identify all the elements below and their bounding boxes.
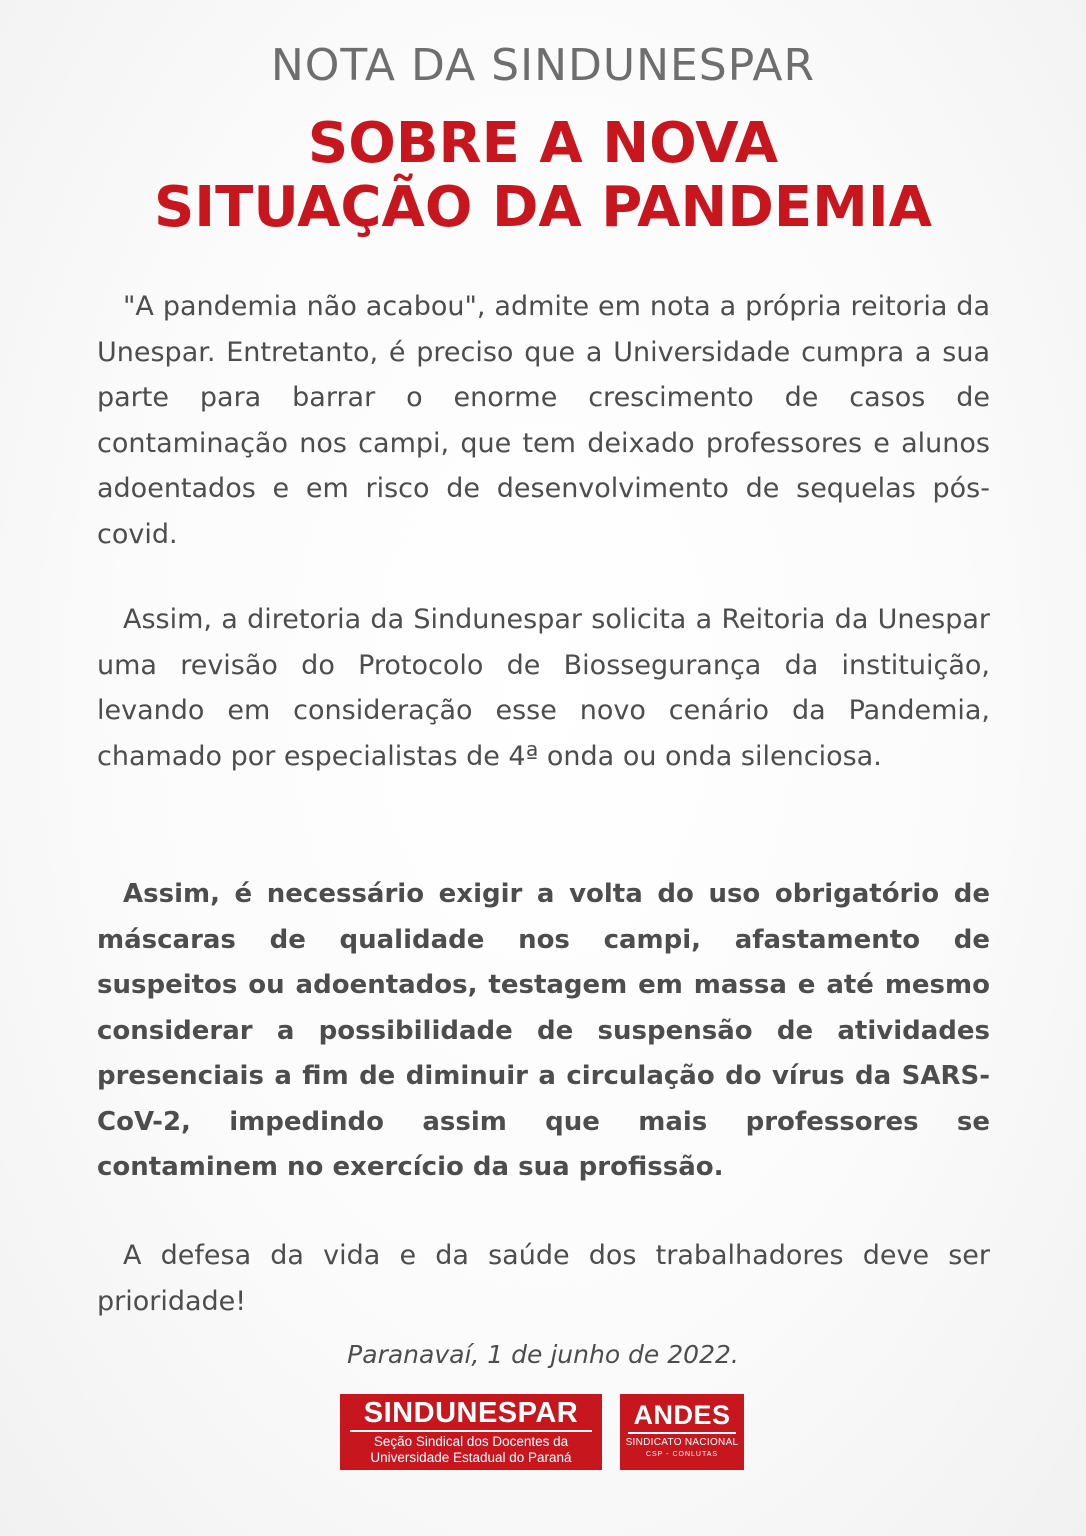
sindunespar-logo <box>340 1394 602 1470</box>
paragraph-4: A defesa da vida e da saúde dos trabalhadores deve ser prioridade! <box>97 1240 990 1317</box>
andes-logo <box>620 1394 744 1470</box>
note-headline <box>0 112 1086 240</box>
andes-logo-subtitle: SINDICATO NACIONAL <box>625 1437 739 1448</box>
paragraph-3-demands: Assim, é necessário exigir a volta do uso obrigatório de máscaras de qualidade nos campi, afastamento de suspeitos ou adoentados, testagem em massa e até mesmo considerar a possibilidade de suspensão de atividades presenciais a fim de diminuir a circulação do vírus da SARS-CoV-2, impedindo assim que mais professores se contaminem no exercício da sua profissão. <box>97 879 990 1182</box>
andes-logo-divider <box>628 1432 736 1434</box>
paragraph-1: "A pandemia não acabou", admite em nota a própria reitoria da Unespar. Entretanto, é preciso que a Universidade cumpra a sua parte para barrar o enorme crescimento de casos de contaminação nos campi, que tem deixado professores e alunos adoentados e em risco de desenvolvimento de sequelas pós-covid. <box>97 291 990 550</box>
andes-logo-affiliation: CSP - CONLUTAS <box>645 1451 719 1458</box>
headline-line-1: SOBRE A NOVA <box>307 111 779 176</box>
sindunespar-logo-name: SINDUNESPAR <box>363 1397 579 1429</box>
paragraph-2: Assim, a diretoria da Sindunespar solicita a Reitoria da Unespar uma revisão do Protocolo de Biossegurança da instituição, levando em consideração esse novo cenário da Pandemia, chamado por especialistas de 4ª onda ou onda silenciosa. <box>97 604 990 772</box>
sindunespar-logo-subtitle-2: Universidade Estadual do Paraná <box>370 1450 572 1465</box>
andes-logo-name: ANDES <box>633 1400 731 1430</box>
sindunespar-logo-divider <box>350 1430 592 1432</box>
headline-line-2: SITUAÇÃO DA PANDEMIA <box>153 175 933 240</box>
dateline: Paranavaí, 1 de junho de 2022. <box>347 1340 739 1369</box>
sindunespar-logo-subtitle-1: Seção Sindical dos Docentes da <box>373 1434 569 1449</box>
note-kicker: NOTA DA SINDUNESPAR <box>270 40 816 91</box>
